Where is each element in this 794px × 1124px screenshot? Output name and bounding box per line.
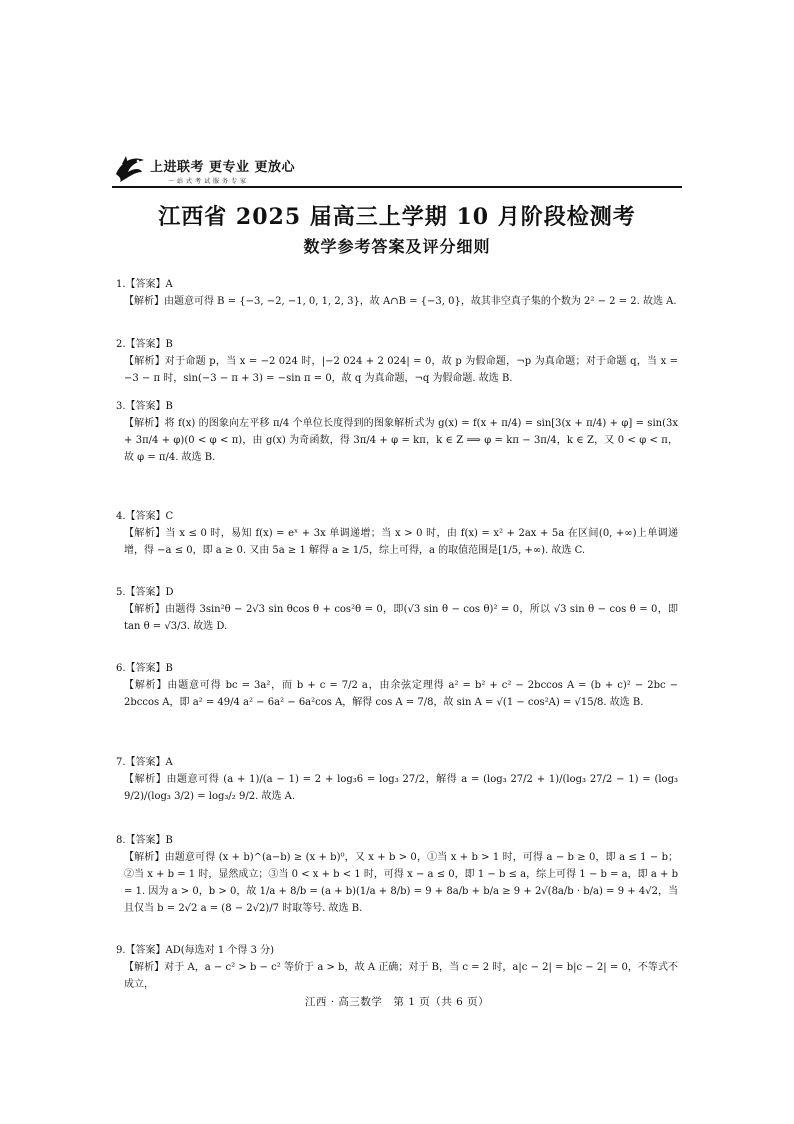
question-9 (116, 942, 678, 993)
question-explanation: 【解析】当 x ≤ 0 时，易知 f(x) = eˣ + 3x 单调递增；当 x > 0 时，由 f(x) = x² + 2ax + 5a 在区间(0, +∞)上单调递增，得 −a ≤ 0，即 a ≥ 0. 又由 5a ≥ 1 解得 a ≥ 1/5，综上可得，a 的取值范围是[1/5, +∞). 故选 C. (124, 528, 678, 556)
question-answer: 8.【答案】B (116, 835, 173, 846)
question-2 (116, 336, 678, 387)
header-subslogan: 一站式考试服务专家 (168, 178, 250, 185)
page-footer: 江西 · 高三数学 第 1 页（共 6 页） (304, 996, 490, 1008)
header-slogan: 上进联考 更专业 更放心 (150, 160, 296, 175)
question-answer: 7.【答案】A (116, 757, 173, 768)
question-answer: 2.【答案】B (116, 339, 173, 350)
question-answer: 3.【答案】B (116, 401, 173, 412)
question-explanation: 【解析】由题意可得 B = {−3, −2, −1, 0, 1, 2, 3}，故 A∩B = {−3, 0}，故其非空真子集的个数为 2² − 2 = 2. 故选 A. (124, 296, 677, 307)
question-5 (116, 584, 678, 635)
question-answer: 6.【答案】B (116, 663, 173, 674)
question-1 (116, 276, 678, 310)
question-answer: 4.【答案】C (116, 511, 174, 522)
page-title: 江西省 2025 届高三上学期 10 月阶段检测考 (158, 204, 636, 230)
question-explanation: 【解析】由题意可得 (a + 1)/(a − 1) = 2 + log₃6 = log₃ 27/2，解得 a = (log₃ 27/2 + 1)/(log₃ 27/2 − 1) = (log₃ 9/2)/(log₃ 3/2) = log₃/₂ 9/2. 故选 A. (124, 774, 678, 802)
question-3 (116, 398, 678, 466)
question-explanation: 【解析】由题得 3sin²θ − 2√3 sin θcos θ + cos²θ = 0，即(√3 sin θ − cos θ)² = 0，所以 √3 sin θ − cos θ = 0，即 tan θ = √3/3. 故选 D. (124, 604, 678, 632)
question-explanation: 【解析】由题意可得 bc = 3a²，而 b + c = 7/2 a，由余弦定理得 a² = b² + c² − 2bccos A = (b + c)² − 2bc − 2bccos A，即 a² = 49/4 a² − 6a² − 6a²cos A，解得 cos A = 7/8，故 sin A = √(1 − cos²A) = √15/8. 故选 B. (124, 680, 678, 708)
question-explanation: 【解析】将 f(x) 的图象向左平移 π/4 个单位长度得到的图象解析式为 g(x) = f(x + π/4) = sin[3(x + π/4) + φ] = sin(3x + 3π/4 + φ)(0 < φ < π)，由 g(x) 为奇函数，得 3π/4 + φ = kπ，k ∈ Z ⟹ φ = kπ − 3π/4，k ∈ Z，又 0 < φ < π，故 φ = π/4. 故选 B. (124, 418, 678, 463)
question-7 (116, 754, 678, 805)
question-8 (116, 832, 678, 917)
question-explanation: 【解析】由题意可得 (x + b)^(a−b) ≥ (x + b)⁰，又 x + b > 0，①当 x + b > 1 时，可得 a − b ≥ 0，即 a ≤ 1 − b；②当 x + b = 1 时，显然成立；③当 0 < x + b < 1 时，可得 x − a ≤ 0，即 1 − b ≤ a，综上可得 1 − b = a，即 a + b = 1. 因为 a > 0，b > 0，故 1/a + 8/b = (a + b)(1/a + 8/b) = 9 + 8a/b + b/a ≥ 9 + 2√(8a/b · b/a) = 9 + 4√2，当且仅当 b = 2√2 a = (8 − 2√2)/7 时取等号. 故选 B. (124, 852, 678, 914)
page-subtitle: 数学参考答案及评分细则 (303, 237, 491, 256)
question-answer: 1.【答案】A (116, 279, 173, 290)
question-4 (116, 508, 678, 559)
dragon-logo-icon (112, 150, 148, 186)
question-explanation: 【解析】对于 A，a − c² > b − c² 等价于 a > b，故 A 正确；对于 B，当 c = 2 时，a|c − 2| = b|c − 2| = 0，不等式不成立， (124, 962, 678, 990)
page-header (112, 150, 682, 190)
question-answer: 5.【答案】D (116, 587, 174, 598)
question-6 (116, 660, 678, 711)
question-explanation: 【解析】对于命题 p，当 x = −2 024 时，|−2 024 + 2 024| = 0，故 p 为假命题，¬p 为真命题；对于命题 q，当 x = −3 − π 时，sin(−3 − π + 3) = −sin π = 0，故 q 为真命题，¬q 为假命题. 故选 B. (124, 356, 678, 384)
question-answer: 9.【答案】AD(每选对 1 个得 3 分) (116, 945, 275, 956)
header-rule (112, 186, 682, 188)
